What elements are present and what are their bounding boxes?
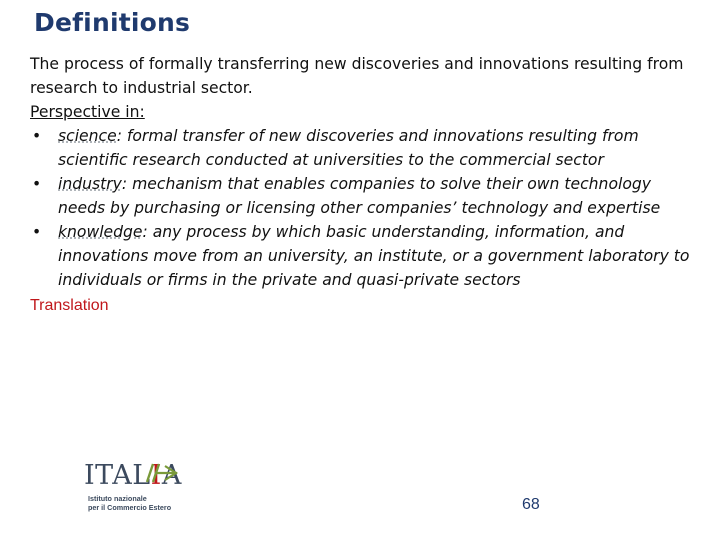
slide-title: Definitions bbox=[34, 8, 191, 37]
intro-text: The process of formally transferring new discoveries and innovations resulting from research to industrial sector. bbox=[30, 55, 684, 97]
slide-content bbox=[30, 52, 690, 318]
definition-list bbox=[30, 124, 690, 292]
logo-subtitle-line1: Istituto nazionale bbox=[88, 494, 147, 503]
list-item bbox=[30, 172, 690, 220]
logo-word-accent: I bbox=[150, 460, 162, 491]
logo-mark-icon bbox=[145, 462, 179, 484]
bullet-text: : formal transfer of new discoveries and innovations resulting from scientific research conducted at universities to the commercial sector bbox=[58, 127, 639, 169]
bullet-icon: • bbox=[32, 127, 42, 145]
bullet-term: industry bbox=[58, 175, 122, 193]
logo-word-prefix: ITAL bbox=[84, 460, 151, 491]
bullet-text: : any process by which basic understanding, information, and innovations move from an university, an institute, or a government laboratory to individuals or firms in the private and quasi-private sectors bbox=[58, 223, 690, 289]
bullet-icon: • bbox=[32, 223, 42, 241]
list-item bbox=[30, 220, 690, 292]
page-number: 68 bbox=[522, 496, 540, 513]
bullet-icon: • bbox=[32, 175, 42, 193]
perspective-label: Perspective in: bbox=[30, 103, 145, 121]
logo-subtitle bbox=[88, 494, 171, 512]
bullet-term: science bbox=[58, 127, 117, 145]
logo-subtitle-line2: per il Commercio Estero bbox=[88, 503, 172, 512]
bullet-term: knowledge bbox=[58, 223, 143, 241]
list-item bbox=[30, 124, 690, 172]
translation-label: Translation bbox=[30, 297, 109, 314]
logo-word-suffix: A bbox=[161, 460, 182, 491]
bullet-text: : mechanism that enables companies to solve their own technology needs by purchasing or licensing other companies’ technology and expertise bbox=[58, 175, 661, 217]
